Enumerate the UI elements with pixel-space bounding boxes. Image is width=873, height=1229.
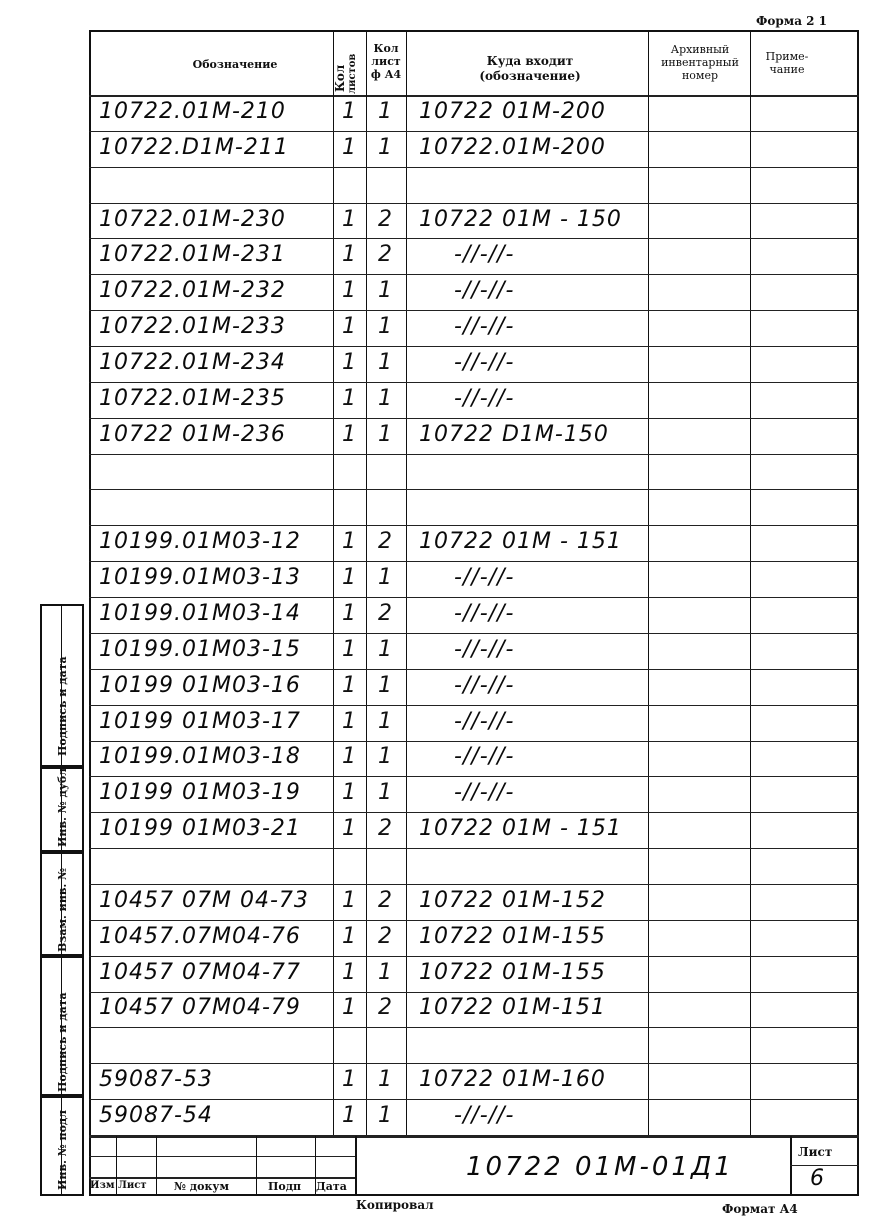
cell-designation: 10722.01M-234 bbox=[99, 349, 286, 375]
cell-where-used: 10722 01M - 151 bbox=[419, 816, 622, 842]
tb-col-sheet bbox=[790, 1136, 792, 1196]
table-row bbox=[89, 921, 859, 957]
cell-designation: 10457 07M04-79 bbox=[99, 995, 301, 1021]
cell-designation: 10722.01M-210 bbox=[99, 98, 286, 124]
cell-a4: 1 bbox=[378, 708, 392, 734]
table-row bbox=[89, 562, 859, 598]
side-block-sign-date-2: Подпись и дата bbox=[40, 956, 84, 1096]
table-row bbox=[89, 455, 859, 491]
cell-where-used: 10722 01M - 150 bbox=[419, 206, 622, 232]
tb-list-label: Лист bbox=[118, 1180, 147, 1191]
cell-where-used: 10722 01M - 151 bbox=[419, 529, 622, 555]
title-block-top bbox=[89, 1136, 859, 1138]
cell-sheets: 1 bbox=[342, 959, 356, 985]
cell-sheets: 1 bbox=[342, 421, 356, 447]
cell-where-used: -//-//- bbox=[454, 349, 515, 375]
table-row bbox=[89, 634, 859, 670]
cell-where-used: -//-//- bbox=[454, 744, 515, 770]
cell-where-used: -//-//- bbox=[454, 780, 515, 806]
cell-a4: 1 bbox=[378, 134, 392, 160]
tb-sheet-number: 6 bbox=[810, 1166, 825, 1191]
cell-a4: 2 bbox=[378, 816, 392, 842]
cell-sheets: 1 bbox=[342, 708, 356, 734]
table-row bbox=[89, 885, 859, 921]
cell-a4: 1 bbox=[378, 98, 392, 124]
cell-sheets: 1 bbox=[342, 995, 356, 1021]
cell-designation: 10722 01M-236 bbox=[99, 421, 286, 447]
table-row bbox=[89, 1100, 859, 1136]
cell-where-used: 10722 01M-155 bbox=[419, 923, 606, 949]
table-row bbox=[89, 168, 859, 204]
cell-designation: 10199.01M03-15 bbox=[99, 636, 301, 662]
table-row bbox=[89, 993, 859, 1029]
cell-where-used: -//-//- bbox=[454, 242, 515, 268]
cell-a4: 2 bbox=[378, 887, 392, 913]
table-row bbox=[89, 239, 859, 275]
header-archive-number: Архивный инвентарный номер bbox=[661, 43, 739, 82]
cell-designation: 10199.01M03-14 bbox=[99, 600, 301, 626]
side-inner-line bbox=[61, 604, 62, 1196]
header-qty-a4: Кол лист ф А4 bbox=[370, 42, 402, 81]
cell-sheets: 1 bbox=[342, 314, 356, 340]
tb-col-3 bbox=[256, 1136, 257, 1196]
cell-sheets: 1 bbox=[342, 206, 356, 232]
cell-where-used: 10722 01M-155 bbox=[419, 959, 606, 985]
cell-sheets: 1 bbox=[342, 816, 356, 842]
cell-designation: 10722.01M-233 bbox=[99, 314, 286, 340]
cell-designation: 10199.01M03-12 bbox=[99, 529, 301, 555]
cell-sheets: 1 bbox=[342, 1103, 356, 1129]
cell-where-used: -//-//- bbox=[454, 314, 515, 340]
tb-col-2 bbox=[156, 1136, 157, 1196]
table-row bbox=[89, 777, 859, 813]
cell-where-used: 10722 01M-200 bbox=[419, 98, 606, 124]
table-row bbox=[89, 490, 859, 526]
cell-designation: 10199 01M03-21 bbox=[99, 816, 301, 842]
table-row bbox=[89, 526, 859, 562]
cell-where-used: 10722 01M-151 bbox=[419, 995, 606, 1021]
table-row bbox=[89, 204, 859, 240]
table-row bbox=[89, 813, 859, 849]
cell-a4: 1 bbox=[378, 744, 392, 770]
tb-date-label: Дата bbox=[316, 1180, 347, 1193]
cell-where-used: -//-//- bbox=[454, 672, 515, 698]
cell-sheets: 1 bbox=[342, 529, 356, 555]
cell-sheets: 1 bbox=[342, 385, 356, 411]
footer-format: Формат А4 bbox=[722, 1202, 798, 1216]
cell-a4: 1 bbox=[378, 636, 392, 662]
cell-a4: 2 bbox=[378, 529, 392, 555]
cell-sheets: 1 bbox=[342, 600, 356, 626]
cell-where-used: 10722 D1M-150 bbox=[419, 421, 609, 447]
cell-a4: 1 bbox=[378, 314, 392, 340]
table-row bbox=[89, 598, 859, 634]
cell-sheets: 1 bbox=[342, 242, 356, 268]
cell-where-used: -//-//- bbox=[454, 1103, 515, 1129]
table-row bbox=[89, 383, 859, 419]
cell-designation: 10199.01M03-18 bbox=[99, 744, 301, 770]
cell-a4: 2 bbox=[378, 923, 392, 949]
cell-designation: 10457 07M 04-73 bbox=[99, 887, 309, 913]
cell-designation: 59087-54 bbox=[99, 1103, 213, 1129]
tb-izm-label: Изм bbox=[90, 1180, 115, 1191]
side-block-orig-inv: Инв. № подл bbox=[40, 1096, 84, 1196]
table-row bbox=[89, 419, 859, 455]
table-row bbox=[89, 1064, 859, 1100]
cell-designation: 59087-53 bbox=[99, 1067, 213, 1093]
cell-sheets: 1 bbox=[342, 278, 356, 304]
tb-sign-label: Подп bbox=[268, 1180, 302, 1193]
cell-designation: 10199 01M03-16 bbox=[99, 672, 301, 698]
cell-a4: 1 bbox=[378, 672, 392, 698]
cell-designation: 10457.07M04-76 bbox=[99, 923, 301, 949]
cell-designation: 10722.01M-235 bbox=[99, 385, 286, 411]
side-block-swap-inv: Взам. инв. № bbox=[40, 852, 84, 956]
header-where-used: Куда входит (обозначение) bbox=[479, 54, 581, 83]
table-row bbox=[89, 1028, 859, 1064]
cell-sheets: 1 bbox=[342, 780, 356, 806]
cell-where-used: -//-//- bbox=[454, 278, 515, 304]
table-row bbox=[89, 132, 859, 168]
header-qty-sheets: Кол листов bbox=[333, 53, 358, 94]
cell-sheets: 1 bbox=[342, 98, 356, 124]
cell-a4: 1 bbox=[378, 421, 392, 447]
cell-a4: 1 bbox=[378, 565, 392, 591]
cell-where-used: 10722 01M-152 bbox=[419, 887, 606, 913]
cell-sheets: 1 bbox=[342, 887, 356, 913]
table-row bbox=[89, 275, 859, 311]
cell-sheets: 1 bbox=[342, 744, 356, 770]
cell-sheets: 1 bbox=[342, 672, 356, 698]
side-block-dup-inv: Инв. № дубл. bbox=[40, 767, 84, 852]
cell-where-used: -//-//- bbox=[454, 636, 515, 662]
tb-col-1 bbox=[116, 1136, 117, 1196]
cell-a4: 1 bbox=[378, 780, 392, 806]
cell-a4: 2 bbox=[378, 206, 392, 232]
cell-a4: 1 bbox=[378, 1067, 392, 1093]
table-row bbox=[89, 96, 859, 132]
tb-doc-no-label: № докум bbox=[174, 1180, 229, 1193]
cell-designation: 10722.01M-230 bbox=[99, 206, 286, 232]
table-row bbox=[89, 849, 859, 885]
table-row bbox=[89, 742, 859, 778]
table-row bbox=[89, 670, 859, 706]
cell-sheets: 1 bbox=[342, 1067, 356, 1093]
tb-document-designation: 10722 01M-01Д1 bbox=[466, 1152, 734, 1182]
side-block-sign-date-1: Подпись и дата bbox=[40, 604, 84, 767]
table-row bbox=[89, 957, 859, 993]
cell-where-used: -//-//- bbox=[454, 385, 515, 411]
header-designation: Обозначение bbox=[192, 58, 278, 71]
tb-col-5 bbox=[355, 1136, 357, 1196]
cell-designation: 10722.01M-232 bbox=[99, 278, 286, 304]
cell-a4: 2 bbox=[378, 242, 392, 268]
cell-where-used: 10722 01M-160 bbox=[419, 1067, 606, 1093]
cell-designation: 10199.01M03-13 bbox=[99, 565, 301, 591]
table-row bbox=[89, 347, 859, 383]
cell-a4: 2 bbox=[378, 995, 392, 1021]
table-row bbox=[89, 706, 859, 742]
cell-a4: 1 bbox=[378, 385, 392, 411]
cell-sheets: 1 bbox=[342, 565, 356, 591]
header-note: Приме- чание bbox=[765, 50, 809, 76]
footer-copied: Копировал bbox=[356, 1198, 434, 1212]
cell-sheets: 1 bbox=[342, 923, 356, 949]
cell-where-used: -//-//- bbox=[454, 600, 515, 626]
cell-where-used: 10722.01M-200 bbox=[419, 134, 606, 160]
cell-a4: 1 bbox=[378, 1103, 392, 1129]
form-label: Форма 2 1 bbox=[756, 14, 828, 28]
tb-sheet-label: Лист bbox=[798, 1145, 833, 1159]
cell-designation: 10199 01M03-19 bbox=[99, 780, 301, 806]
cell-designation: 10722.01M-231 bbox=[99, 242, 286, 268]
cell-designation: 10199 01M03-17 bbox=[99, 708, 301, 734]
cell-a4: 2 bbox=[378, 600, 392, 626]
cell-a4: 1 bbox=[378, 959, 392, 985]
cell-sheets: 1 bbox=[342, 349, 356, 375]
cell-where-used: -//-//- bbox=[454, 565, 515, 591]
cell-designation: 10722.D1M-211 bbox=[99, 134, 289, 160]
cell-a4: 1 bbox=[378, 349, 392, 375]
cell-designation: 10457 07M04-77 bbox=[99, 959, 301, 985]
cell-where-used: -//-//- bbox=[454, 708, 515, 734]
cell-sheets: 1 bbox=[342, 134, 356, 160]
cell-sheets: 1 bbox=[342, 636, 356, 662]
cell-a4: 1 bbox=[378, 278, 392, 304]
table-row bbox=[89, 311, 859, 347]
